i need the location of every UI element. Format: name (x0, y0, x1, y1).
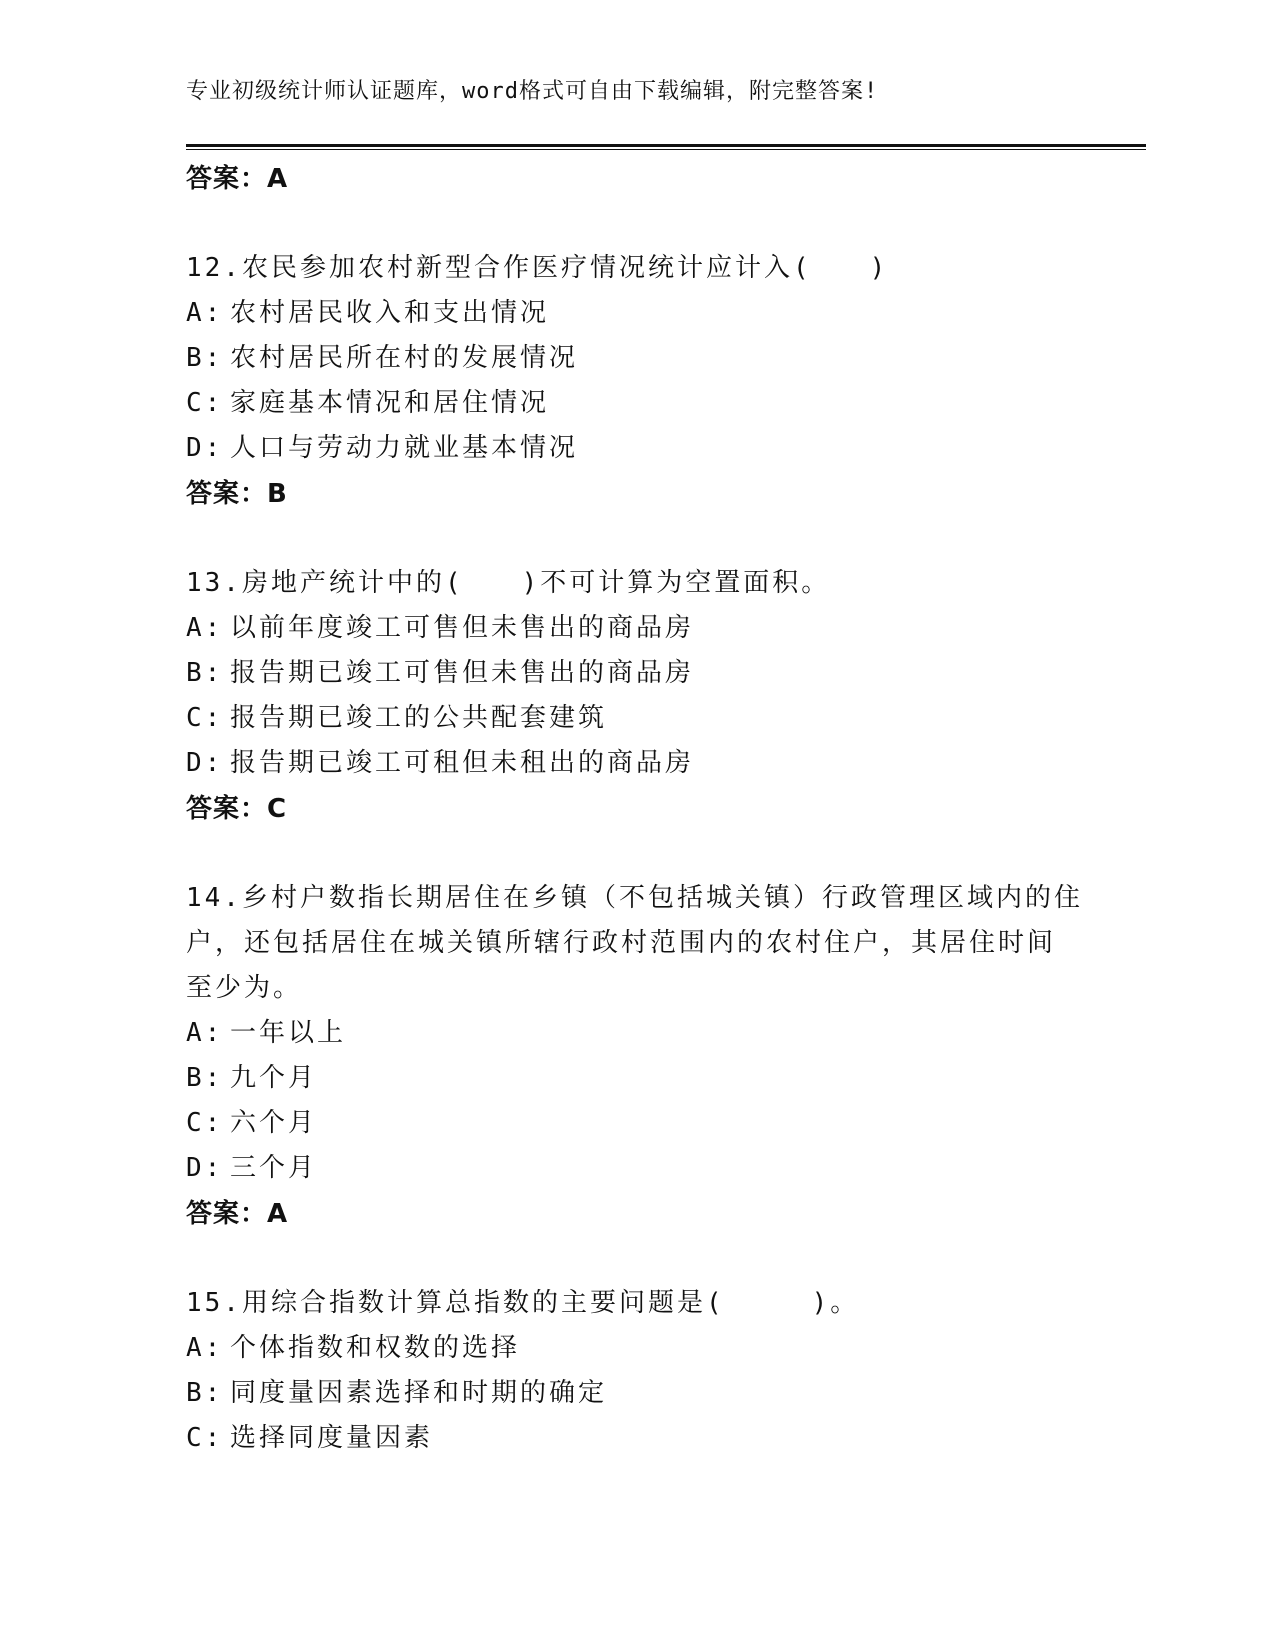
option-text: 报告期已竣工可售但未售出的商品房 (230, 658, 695, 688)
option-a (186, 606, 1086, 651)
option-text: 九个月 (230, 1063, 318, 1093)
option-text: 以前年度竣工可售但未售出的商品房 (230, 613, 695, 643)
page-header: 专业初级统计师认证题库，word格式可自由下载编辑，附完整答案! (186, 79, 879, 104)
option-letter: C: (186, 1108, 224, 1138)
option-c (186, 1416, 1086, 1461)
option-c (186, 696, 1086, 741)
stem-line: 至少为。 (186, 973, 303, 1003)
option-text: 农村居民收入和支出情况 (230, 298, 550, 328)
option-text: 同度量因素选择和时期的确定 (230, 1378, 608, 1408)
stem-line: 户，还包括居住在城关镇所辖行政村范围内的农村住户，其居住时间 (186, 928, 1057, 958)
option-letter: C: (186, 1423, 224, 1453)
option-letter: D: (186, 433, 224, 463)
question-stem (186, 1281, 1086, 1326)
option-d (186, 426, 1086, 471)
header-rule-thick (186, 144, 1146, 147)
answer-line: 答案：A (186, 1199, 289, 1229)
option-text: 报告期已竣工的公共配套建筑 (230, 703, 608, 733)
answer-line: 答案：C (186, 794, 288, 824)
option-text: 一年以上 (230, 1018, 347, 1048)
question-block (186, 246, 1086, 517)
option-text: 选择同度量因素 (230, 1423, 434, 1453)
spacer (186, 1237, 1086, 1281)
option-text: 家庭基本情况和居住情况 (230, 388, 550, 418)
stem-line: 15.用综合指数计算总指数的主要问题是( )。 (186, 1288, 860, 1318)
spacer (186, 517, 1086, 561)
question-block (186, 561, 1086, 832)
previous-answer: 答案：A (186, 164, 289, 194)
option-letter: B: (186, 1063, 224, 1093)
question-block (186, 876, 1086, 1237)
stem-line: 12.农民参加农村新型合作医疗情况统计应计入( ) (186, 253, 889, 283)
answer-line: 答案：B (186, 479, 288, 509)
option-b (186, 651, 1086, 696)
option-text: 农村居民所在村的发展情况 (230, 343, 579, 373)
option-d (186, 1146, 1086, 1191)
option-letter: A: (186, 613, 224, 643)
option-text: 个体指数和权数的选择 (230, 1333, 521, 1363)
option-a (186, 291, 1086, 336)
option-c (186, 1101, 1086, 1146)
stem-line: 14.乡村户数指长期居住在乡镇（不包括城关镇）行政管理区域内的住 (186, 883, 1083, 913)
option-text: 三个月 (230, 1153, 318, 1183)
option-letter: C: (186, 388, 224, 418)
option-letter: B: (186, 343, 224, 373)
question-stem (186, 876, 1086, 1011)
option-c (186, 381, 1086, 426)
option-text: 报告期已竣工可租但未租出的商品房 (230, 748, 695, 778)
spacer (186, 202, 1086, 246)
option-b (186, 1056, 1086, 1101)
option-letter: C: (186, 703, 224, 733)
question-stem (186, 246, 1086, 291)
option-a (186, 1326, 1086, 1371)
spacer (186, 832, 1086, 876)
option-letter: D: (186, 1153, 224, 1183)
stem-line: 13.房地产统计中的( )不可计算为空置面积。 (186, 568, 831, 598)
question-stem (186, 561, 1086, 606)
header-rule-thin (186, 149, 1146, 150)
question-list (186, 156, 1086, 1461)
option-b (186, 336, 1086, 381)
option-letter: D: (186, 748, 224, 778)
option-text: 人口与劳动力就业基本情况 (230, 433, 579, 463)
option-text: 六个月 (230, 1108, 318, 1138)
option-d (186, 741, 1086, 786)
question-block (186, 1281, 1086, 1461)
option-letter: A: (186, 1333, 224, 1363)
option-letter: B: (186, 658, 224, 688)
option-letter: B: (186, 1378, 224, 1408)
option-b (186, 1371, 1086, 1416)
option-a (186, 1011, 1086, 1056)
option-letter: A: (186, 1018, 224, 1048)
option-letter: A: (186, 298, 224, 328)
